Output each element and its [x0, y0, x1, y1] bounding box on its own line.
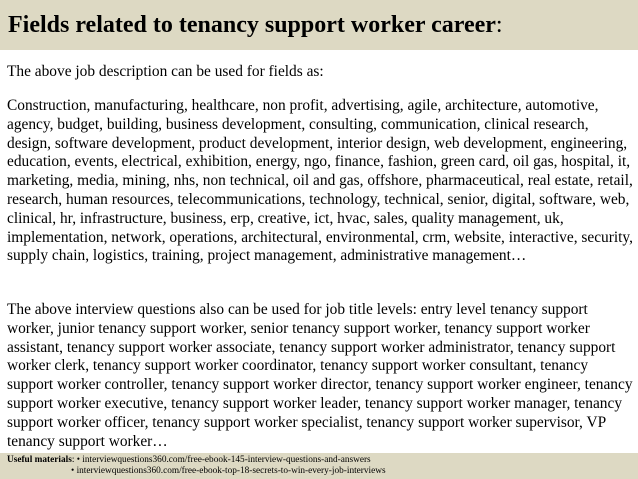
footer-label: Useful materials [7, 455, 72, 465]
job-levels-text: The above interview questions also can be used for job title levels: entry level tenancy support worker, junior tenancy support worker, senior tenancy support worker, tenancy support worker assistant, tenancy support worker associate, tenancy support worker administrator, tenancy support worker clerk, tenancy support worker coordinator, tenancy support worker consultant, tenancy support worker controller, tenancy support worker director, tenancy support worker engineer, tenancy support worker executive, tenancy support worker leader, tenancy support worker manager, tenancy support worker officer, tenancy support worker specialist, tenancy support worker supervisor, VP tenancy support worker… [7, 301, 633, 450]
intro-text: The above job description can be used for fields as: [7, 63, 324, 80]
footer-link-2: • interviewquestions360.com/free-ebook-top-18-secrets-to-win-every-job-interviews [71, 466, 386, 476]
slide-title-text: Fields related to tenancy support worker career [8, 12, 496, 38]
footer-link-1: : • interviewquestions360.com/free-ebook-145-interview-questions-and-answers [71, 455, 371, 465]
footer-line-1 [7, 455, 386, 466]
footer [7, 455, 386, 477]
slide-title [8, 11, 503, 39]
fields-list-text: Construction, manufacturing, healthcare, non profit, advertising, agile, architecture, automotive, agency, budget, building, business development, consulting, communication, clinical research, design, software development, product development, interior design, web development, engineering, education, events, electrical, exhibition, energy, ngo, finance, fashion, green card, oil gas, hospital, it, marketing, media, mining, nhs, non technical, oil and gas, offshore, pharmaceutical, real estate, retail, research, human resources, telecommunications, technology, technical, senior, digital, software, web, clinical, hr, infrastructure, business, erp, creative, ict, hvac, sales, quality management, uk, implementation, network, operations, architectural, environmental, crm, website, interactive, security, supply chain, logistics, training, project management, administrative management… [7, 97, 633, 265]
slide-title-colon: : [495, 12, 503, 38]
